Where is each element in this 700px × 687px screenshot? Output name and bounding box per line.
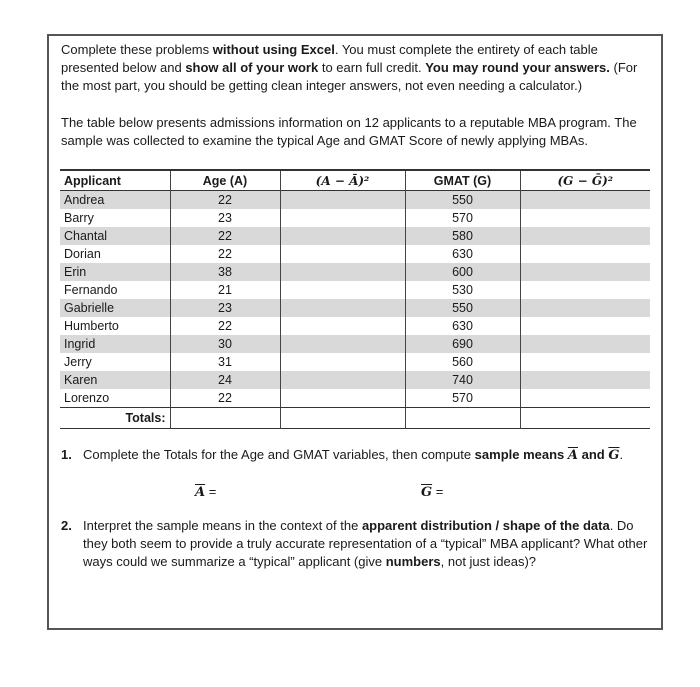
gmat-cell: 600	[405, 263, 520, 281]
table-row	[60, 317, 650, 335]
age-deviation-cell[interactable]	[280, 335, 405, 353]
table-row	[60, 245, 650, 263]
applicant-name: Barry	[60, 209, 170, 227]
gmat-cell: 630	[405, 317, 520, 335]
worksheet-frame	[47, 34, 663, 630]
age-deviation-cell[interactable]	[280, 263, 405, 281]
gmat-deviation-cell[interactable]	[520, 191, 650, 210]
table-row	[60, 389, 650, 408]
table-row	[60, 263, 650, 281]
applicant-name: Chantal	[60, 227, 170, 245]
a-bar-symbol: $\overline{A}$	[567, 448, 578, 463]
question-2-text: Interpret the sample means in the context of the apparent distribution / shape of the data. Do they both seem to provide a truly accurate representation of a “typical” MBA applicant? What other ways could we summarize a “typical” applicant (give numbers, not just ideas)?	[83, 518, 648, 569]
age-cell: 21	[170, 281, 280, 299]
applicant-name: Jerry	[60, 353, 170, 371]
a-mean-answer[interactable]: $\overline{A}$ =	[195, 484, 217, 500]
applicant-table	[60, 169, 650, 429]
table-row	[60, 353, 650, 371]
age-deviation-cell[interactable]	[280, 353, 405, 371]
header-gmat: GMAT (G)	[405, 170, 520, 191]
age-cell: 22	[170, 389, 280, 408]
instructions-paragraph: Complete these problems without using Excel. You must complete the entirety of each table presented below and show all of your work to earn full credit. You may round your answers. (For the most part, you should be getting clean integer answers, not even needing a calculator.)	[61, 42, 638, 93]
age-cell: 22	[170, 227, 280, 245]
table-row	[60, 299, 650, 317]
totals-row	[60, 408, 650, 429]
gmat-cell: 570	[405, 209, 520, 227]
table-row	[60, 191, 650, 210]
g-mean-answer[interactable]: $\overline{G}$ =	[421, 484, 444, 500]
gmat-cell: 530	[405, 281, 520, 299]
age-cell: 31	[170, 353, 280, 371]
age-deviation-cell[interactable]	[280, 299, 405, 317]
table-description: The table below presents admissions information on 12 applicants to a reputable MBA program. The sample was collected to examine the typical Age and GMAT Score of newly applying MBAs.	[61, 115, 637, 148]
gmat-deviation-cell[interactable]	[520, 335, 650, 353]
age-cell: 22	[170, 245, 280, 263]
g-bar-symbol: $\overline{G}$	[608, 448, 620, 463]
question-2	[61, 517, 656, 569]
gmat-cell: 630	[405, 245, 520, 263]
gmat-cell: 580	[405, 227, 520, 245]
age-deviation-cell[interactable]	[280, 371, 405, 389]
totals-label: Totals:	[60, 408, 170, 429]
age-deviation-cell[interactable]	[280, 227, 405, 245]
applicant-name: Lorenzo	[60, 389, 170, 408]
age-deviation-total-cell[interactable]	[280, 408, 405, 429]
gmat-cell: 550	[405, 299, 520, 317]
gmat-deviation-cell[interactable]	[520, 389, 650, 408]
age-total-cell[interactable]	[170, 408, 280, 429]
applicant-name: Dorian	[60, 245, 170, 263]
age-cell: 30	[170, 335, 280, 353]
age-cell: 24	[170, 371, 280, 389]
gmat-deviation-cell[interactable]	[520, 353, 650, 371]
gmat-total-cell[interactable]	[405, 408, 520, 429]
question-2-number: 2.	[61, 518, 72, 533]
gmat-cell: 690	[405, 335, 520, 353]
age-deviation-cell[interactable]	[280, 389, 405, 408]
gmat-deviation-cell[interactable]	[520, 299, 650, 317]
applicant-name: Fernando	[60, 281, 170, 299]
table-row	[60, 227, 650, 245]
gmat-deviation-cell[interactable]	[520, 281, 650, 299]
gmat-cell: 550	[405, 191, 520, 210]
applicant-name: Humberto	[60, 317, 170, 335]
applicant-name: Gabrielle	[60, 299, 170, 317]
age-cell: 22	[170, 191, 280, 210]
table-row	[60, 371, 650, 389]
age-cell: 22	[170, 317, 280, 335]
gmat-deviation-cell[interactable]	[520, 227, 650, 245]
applicant-name: Ingrid	[60, 335, 170, 353]
age-deviation-cell[interactable]	[280, 317, 405, 335]
gmat-deviation-cell[interactable]	[520, 245, 650, 263]
applicant-name: Erin	[60, 263, 170, 281]
gmat-cell: 740	[405, 371, 520, 389]
age-deviation-cell[interactable]	[280, 209, 405, 227]
gmat-deviation-total-cell[interactable]	[520, 408, 650, 429]
table-header-row	[60, 170, 650, 191]
gmat-deviation-cell[interactable]	[520, 263, 650, 281]
header-gmat-deviation: (G − Ḡ)²	[557, 173, 614, 188]
header-age: Age (A)	[170, 170, 280, 191]
gmat-deviation-cell[interactable]	[520, 371, 650, 389]
age-deviation-cell[interactable]	[280, 245, 405, 263]
gmat-deviation-cell[interactable]	[520, 317, 650, 335]
table-row	[60, 281, 650, 299]
applicant-name: Andrea	[60, 191, 170, 210]
table-row	[60, 209, 650, 227]
gmat-cell: 560	[405, 353, 520, 371]
age-deviation-cell[interactable]	[280, 281, 405, 299]
age-deviation-cell[interactable]	[280, 191, 405, 210]
applicant-name: Karen	[60, 371, 170, 389]
age-cell: 38	[170, 263, 280, 281]
header-applicant: Applicant	[60, 170, 170, 191]
question-1: 1. Complete the Totals for the Age and GMAT variables, then compute sample means $\overline{A}$ and $\overline{G}$.	[61, 447, 624, 463]
age-cell: 23	[170, 209, 280, 227]
age-cell: 23	[170, 299, 280, 317]
table-row	[60, 335, 650, 353]
header-age-deviation: (A − Ā)²	[280, 170, 405, 191]
question-1-number: 1.	[61, 447, 72, 462]
gmat-deviation-cell[interactable]	[520, 209, 650, 227]
gmat-cell: 570	[405, 389, 520, 408]
